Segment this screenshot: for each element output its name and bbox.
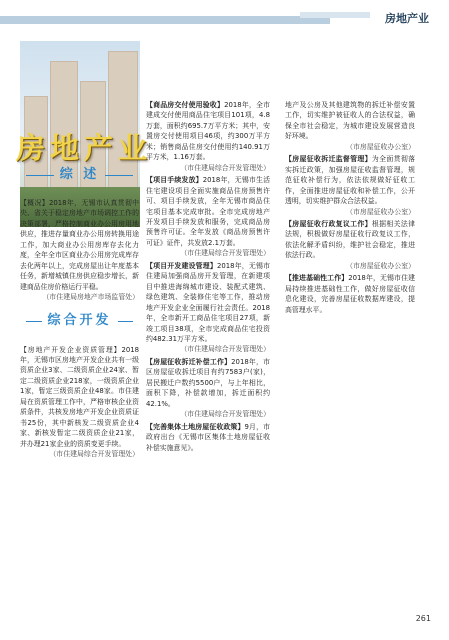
- article-paragraph: 【项目手续发放】2018年，无锡市生活住宅建设项目全面实施商品住房预售许可、项目手续发放，全年无锡市商品住宅项目基本完成审批。全市完成房地产开发项目手续发放和服务，完成商品房预售许可证。全年发放《商品房预售许可证》证件，共发放2.1万套。: [146, 176, 270, 247]
- integrated-text: 【房地产开发企业资质管理】2018年，无锡市区房地产开发企业共有一级资质企业3家、二级资质企业24家、暂定二级资质企业218家，一级资质企业1家，暂定三级资质企业48家。市住建局在资质管理工作中，严格审核企业资质条件，共核发房地产开发企业资质证书25份，其中新核发二级资质企业4家、新核发暂定二级资质企业21家，并办理21家企业的资质变更手续。: [20, 345, 139, 448]
- column-3: [285, 100, 415, 315]
- top-decoration: [0, 0, 449, 40]
- page-number: 261: [415, 614, 431, 623]
- article-paragraph: 【房屋征收行政复议工作】根据相关法律法规，积极做好房屋征收行政复议工作，依法化解矛盾纠纷，维护社会稳定，推进依法行政。: [285, 219, 416, 260]
- article-source: （市房屋征收办公室）: [346, 142, 415, 151]
- article-source: （市房屋征收办公室）: [346, 261, 415, 270]
- article-paragraph: 【房屋征收拆迁补偿工作】2018年，市区房屋征收拆迁项目有约7583户(家)，居民搬迁户数约5500户，与上年相比，面积下降，补偿款增加，拆迁面积约42.1%。: [146, 357, 270, 408]
- header-band: [0, 16, 330, 24]
- header-band-accent: [300, 12, 370, 18]
- article-paragraph: 【商品房交付使用验收】2018年，全市建成交付使用商品住宅项目101项，4.8万套，面积约695.7万平方米；其中，安置房交付使用项目46项，约300万平方米；销售商品住房交付使用约140.91万平方米，1.16万套。: [146, 101, 271, 162]
- overview-text: 【概况】2018年，无锡市认真贯彻中央、省关于稳定房地产市场调控工作的决策部署，严格控制商业办公用房用地供应，推进存量商业办公用房转换用途工作，加大商业办公用房库存去化力度，全年全市区商业办公用房完成库存去化两年以上，完成房屋出让年度基本任务，新增城镇住房供应稳步增长，新建商品住房价格运行平稳。: [20, 199, 139, 291]
- article-source: （市住建局综合开发管理处）: [180, 249, 270, 258]
- integrated-heading: 综合开发: [20, 309, 139, 335]
- column-1: [20, 156, 139, 462]
- article-paragraph: 【完善集体土地房屋征收政策】9月，市政府出台《无锡市区集体土地房屋征收补偿实施意见》。: [146, 422, 271, 452]
- column-2: [146, 100, 270, 453]
- article-paragraph: 【推进基础性工作】2018年，无锡市住建局持续推进基础性工作，做好房屋征收信息化建设，完善房屋征收数据库建设，提高管理水平。: [285, 274, 415, 314]
- section-tag: 房地产业: [385, 12, 429, 25]
- article-paragraph: 【房屋征收拆迁监督管理】为全面贯彻落实拆迁政策，加强房屋征收监督管理，规范征收补偿行为，依法依规做好征收工作，全面推进房屋征收和补偿工作，公开透明，切实维护群众合法权益。: [285, 155, 416, 206]
- article-paragraph: 【项目开发建设管理】2018年，无锡市住建局加强商品房开发管理，在新建项目中推进海绵城市建设、装配式建筑、绿色建筑、全装修住宅等工作，推动房地产开发企业全面履行社会责任。2018年，全市新开工商品住宅项目27项，新竣工项目38项，全市完成商品住宅投资约482.31万平方米。: [146, 261, 270, 343]
- article-source: （市住建局综合开发管理处）: [180, 345, 270, 354]
- integrated-source: （市住建局综合开发管理处）: [49, 450, 139, 459]
- article-source: （市住建局综合开发管理处）: [180, 163, 270, 172]
- overview-source: （市住建局房地产市场监管处）: [42, 293, 139, 302]
- overview-heading: 综 述: [20, 162, 139, 188]
- article-paragraph: 地产及公房及其他建筑物的拆迁补偿安置工作，切实维护被征收人的合法权益，确保全市社会稳定，为城市建设发展营造良好环境。: [285, 101, 415, 141]
- hero-title: 房地产业: [16, 131, 153, 165]
- article-source: （市房屋征收办公室）: [346, 207, 415, 216]
- article-source: （市住建局综合开发管理处）: [180, 410, 270, 419]
